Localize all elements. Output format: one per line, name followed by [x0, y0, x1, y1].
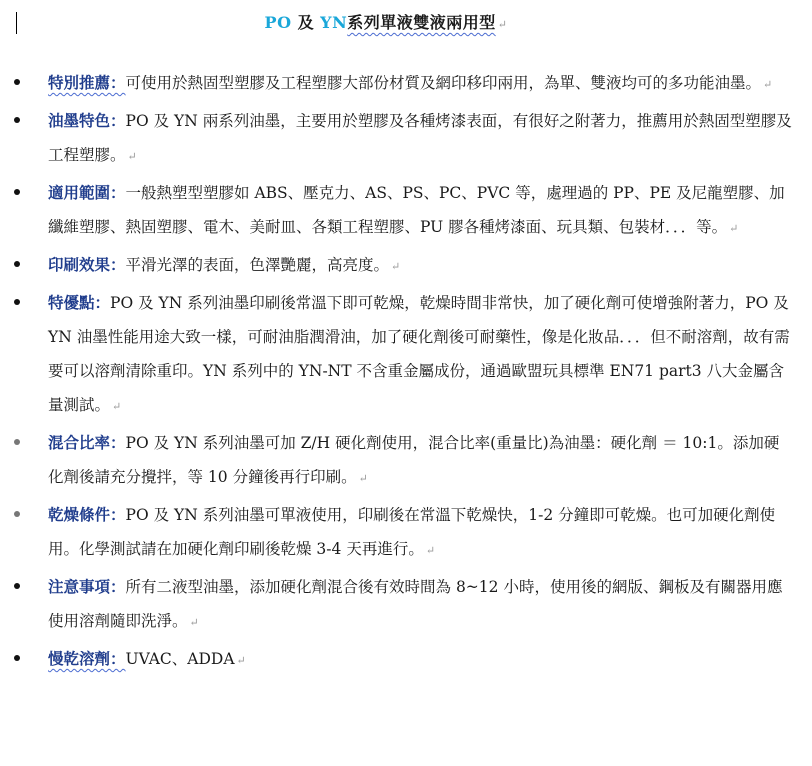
list-item [0, 66, 812, 102]
item-label: 印刷效果： [48, 255, 126, 274]
item-label: 慢乾溶劑： [48, 649, 126, 668]
item-text: 可使用於熱固型塑膠及工程塑膠大部份材質及網印移印兩用，為單、雙液均可的多功能油墨。 [125, 74, 762, 92]
bullet-icon [14, 655, 20, 661]
paragraph-mark-icon: ↵ [497, 18, 508, 31]
item-text: PO 及 YN 兩系列油墨，主要用於塑膠及各種烤漆表面，有很好之附著力，推薦用於熱固型塑膠及工程塑膠。 [48, 112, 792, 164]
item-label: 特別推薦： [48, 73, 126, 92]
item-label: 特優點： [48, 293, 111, 312]
bullet-icon [14, 299, 20, 305]
paragraph-mark-icon: ↵ [112, 400, 122, 413]
list-item [0, 642, 812, 678]
feature-list [0, 66, 812, 680]
paragraph-mark-icon: ↵ [729, 222, 739, 235]
bullet-icon [14, 439, 20, 445]
paragraph-mark-icon: ↵ [189, 616, 199, 629]
title-suffix: 系列單液雙液兩用型 [347, 13, 496, 32]
item-text: PO 及 YN 系列油墨可加 Z/H 硬化劑使用，混合比率(重量比)為油墨：硬化劑 ＝ 10:1。添加硬化劑後請充分攪拌，等 10 分鐘後再行印刷。 [48, 434, 780, 486]
item-label: 適用範圍： [48, 183, 126, 202]
item-label: 油墨特色： [48, 111, 126, 130]
item-text: UVAC、ADDA [125, 650, 235, 668]
bullet-icon [14, 261, 20, 267]
list-item [0, 498, 812, 568]
item-label: 乾燥條件： [48, 505, 126, 524]
paragraph-mark-icon: ↵ [127, 150, 137, 163]
paragraph-mark-icon: ↵ [358, 472, 368, 485]
bullet-icon [14, 79, 20, 85]
item-text: 所有二液型油墨，添加硬化劑混合後有效時間為 8~12 小時，使用後的網版、鋼板及有關器用應使用溶劑隨即洗淨。 [48, 578, 783, 630]
list-item [0, 286, 812, 424]
paragraph-mark-icon: ↵ [425, 544, 436, 557]
list-item [0, 104, 812, 174]
title-prefix: PO [264, 13, 292, 32]
item-text: 一般熱塑型塑膠如 ABS、壓克力、AS、PS、PC、PVC 等，處理過的 PP、PE 及尼龍塑膠、加纖維塑膠、熱固塑膠、電木、美耐皿、各類工程塑膠、PU 膠各種烤漆面、玩具類、包裝材．．．等。 [48, 184, 785, 236]
item-text: PO 及 YN 系列油墨印刷後常溫下即可乾燥，乾燥時間非常快，加了硬化劑可使增強附著力，PO 及 YN 油墨性能用途大致一樣，可耐油脂潤滑油，加了硬化劑後可耐藥性，像是化妝品．．．但不耐溶劑，故有需要可以溶劑清除重印。YN 系列中的 YN-NT 不含重金屬成份，通過歐盟玩具標準 EN71 part3 八大金屬含量測試。 [48, 294, 790, 414]
title-accent: YN [320, 13, 348, 32]
item-text: PO 及 YN 系列油墨可單液使用，印刷後在常溫下乾燥快，1-2 分鐘即可乾燥。也可加硬化劑使用。化學測試請在加硬化劑印刷後乾燥 3-4 天再進行。 [48, 506, 776, 558]
list-item [0, 570, 812, 640]
item-label: 混合比率： [48, 433, 126, 452]
list-item [0, 426, 812, 496]
bullet-icon [14, 511, 20, 517]
item-label: 注意事項： [48, 577, 126, 596]
bullet-icon [14, 117, 20, 123]
bullet-icon [14, 583, 20, 589]
item-text: 平滑光澤的表面，色澤艷麗，高亮度。 [125, 256, 390, 274]
title-mid: 及 [297, 13, 315, 32]
paragraph-mark-icon: ↵ [236, 654, 246, 667]
document-title [0, 10, 772, 33]
bullet-icon [14, 189, 20, 195]
paragraph-mark-icon: ↵ [391, 260, 401, 273]
paragraph-mark-icon: ↵ [763, 78, 773, 91]
list-item [0, 248, 812, 284]
list-item [0, 176, 812, 246]
